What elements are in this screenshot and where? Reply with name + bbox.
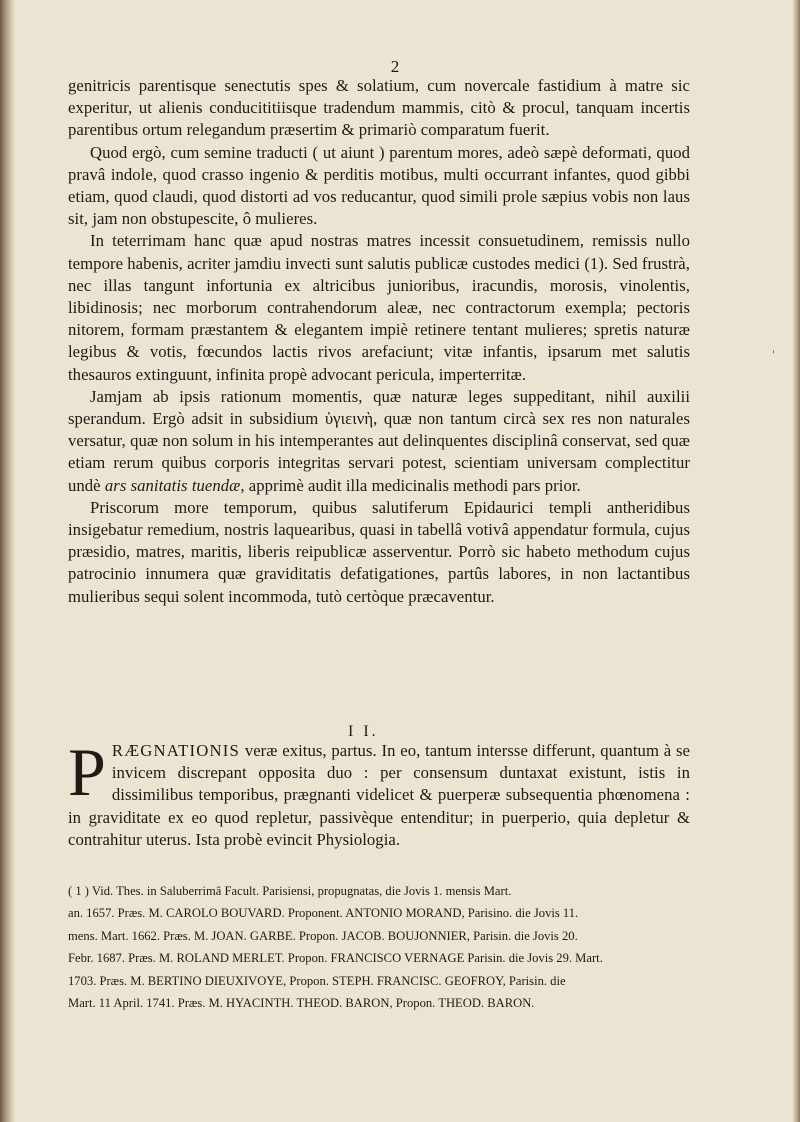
footnote-line: Mart. 11 April. 1741. Præs. M. HYACINTH. THEOD. BARON, Propon. THEOD. BARON. [68, 996, 535, 1011]
paragraph-5: Priscorum more temporum, quibus salutiferum Epidaurici templi antheridibus insigebatur remedium, nostris laquearibus, quasi in tabellâ votivâ appendatur formula, cujus præsidio, matres, maritis, liberis reipublicæ asserventur. Porrò sic habeto methodum cujus patrocinio innumera quæ graviditatis defatigationes, partûs labores, in non lactantibus mulieribus sequi solent incommoda, tutò certòque præcaventur. [68, 497, 690, 606]
footnote-line: Febr. 1687. Præs. M. ROLAND MERLET. Propon. FRANCISCO VERNAGE Parisin. die Jovis 29. Mart. [68, 951, 603, 966]
paragraph-4 [68, 386, 690, 497]
footnote-line: ( 1 ) Vid. Thes. in Saluberrimâ Facult. Parisiensi, propugnatas, die Jovis 1. mensis Mart. [68, 884, 512, 898]
section-body: veræ exitus, partus. In eo, tantum intersse differunt, quantum à se invicem discrepant opposita duo : per consensum duntaxat existunt, istis in dissimilibus temporibus, prægnanti videlicet & puerperæ subsequentia phœnomena : in graviditate ex eo quod repletur, passivèque entenditur; in puerperio, quia depletur & contrahitur uterus. Ista probè evincit Physiologia. [68, 741, 690, 849]
section-caps: RÆGNATIONIS [111, 741, 241, 760]
ars-sanitatis-italic: ars sanitatis tuendæ [104, 475, 241, 495]
section-paragraph [68, 734, 690, 851]
paragraph-4-tail: , apprimè audit illa medicinalis methodi pars prior. [240, 475, 581, 495]
footnote-block [68, 880, 694, 1014]
footnote-line: mens. Mart. 1662. Præs. M. JOAN. GARBE. Propon. JACOB. BOUJONNIER, Parisin. die Jovis 20. [68, 928, 578, 943]
paragraph-3: In teterrimam hanc quæ apud nostras matres incessit consuetudinem, remissis nullo tempore habenis, acriter jamdiu invecti sunt salutis publicæ custodes medici (1). Sed frustrà, nec illas tangunt infortunia ex altricibus junioribus, iracundis, morosis, vinolentis, libidinosis; nec morborum contrahendorum aleæ, nec contractorum exempla; pectoris nitorem, formam præstantem & elegantem impiè retinere tentant mulieres; spretis naturæ legibus & votis, fœcundos lactis rivos arefaciunt; vitæ infantis, ipsarum met salutis thesauros extinguunt, infinita propè advocant pericula, imperterritæ. [68, 231, 690, 384]
paragraph-4-text: Jamjam ab ipsis rationum momentis, quæ naturæ leges suppeditant, nihil auxilii sperandum. Ergò adsit in subsidium ὑγιεινὴ, quæ non tantum circà sex res non naturales versatur, quæ non solum in his intemperantes aut delinquentes disciplinâ conservat, sed quæ etiam rerum quibus corporis integritas servari potest, scientiam universam complectitur undè [68, 386, 690, 495]
page-edge [792, 0, 800, 1122]
drop-cap: P [68, 734, 106, 810]
margin-mark: ' [772, 350, 775, 361]
intro-text-block [68, 75, 690, 608]
footnote-line: 1703. Præs. M. BERTINO DIEUXIVOYE, Propon. STEPH. FRANCISC. GEOFROY, Parisin. die [68, 973, 566, 988]
section-number: I I. [348, 723, 379, 740]
paragraph-2: Quod ergò, cum semine traducti ( ut aiunt ) parentum mores, adeò sæpè deformati, quod pravâ indole, quod crasso ingenio & perditis motibus, multi occurrant infantes, quod gibbi etiam, quod claudi, quod distorti ad vos reducantur, quod simili prole sæpius vobis non laus sit, jam non obstupescite, ô mulieres. [68, 142, 690, 229]
footnote-line: an. 1657. Præs. M. CAROLO BOUVARD. Proponent. ANTONIO MORAND, Parisino. die Jovis 11. [68, 906, 579, 921]
book-spine-gutter [0, 0, 16, 1122]
page-number: 2 [390, 57, 400, 76]
section-text-block [68, 734, 690, 851]
paragraph-1: genitricis parentisque senectutis spes & solatium, cum novercale fastidium à matre sic experitur, ut alienis conducititiisque tradendum mammis, citò & procul, tanquam incertis parentibus ortum relegandum præsertim & primariò comparatum fuerit. [68, 76, 690, 140]
